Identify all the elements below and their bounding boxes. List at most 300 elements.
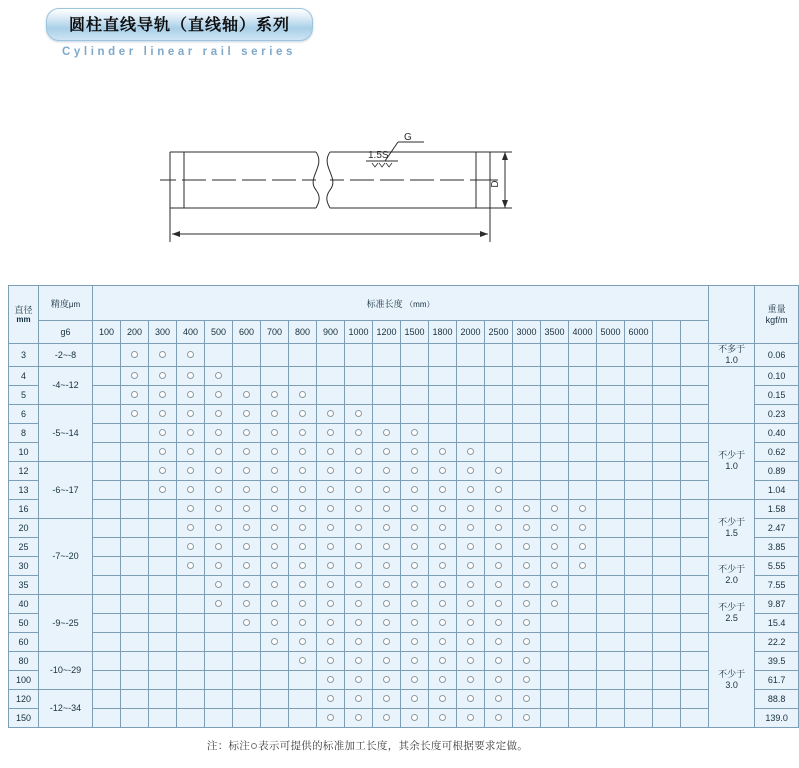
availability-dot-icon — [523, 505, 530, 512]
cell-blank — [681, 594, 709, 613]
availability-dot-icon — [439, 619, 446, 626]
cell-availability — [233, 385, 261, 404]
cell-availability — [177, 499, 205, 518]
availability-dot-icon — [411, 676, 418, 683]
cell-availability — [205, 537, 233, 556]
cell-availability — [485, 344, 513, 367]
availability-dot-icon — [439, 600, 446, 607]
availability-dot-icon — [411, 619, 418, 626]
cell-availability — [261, 518, 289, 537]
cell-availability — [93, 537, 121, 556]
cell-availability — [149, 385, 177, 404]
availability-dot-icon — [551, 543, 558, 550]
cell-availability — [569, 518, 597, 537]
cell-availability — [233, 632, 261, 651]
cell-diameter: 6 — [9, 404, 39, 423]
cell-availability — [121, 480, 149, 499]
availability-dot-icon — [467, 524, 474, 531]
cell-availability — [513, 575, 541, 594]
cell-availability — [261, 423, 289, 442]
cell-availability — [597, 442, 625, 461]
cell-blank — [653, 344, 681, 367]
cell-availability — [345, 442, 373, 461]
cell-availability — [429, 442, 457, 461]
specification-table — [8, 285, 799, 728]
cell-weight: 139.0 — [755, 708, 799, 727]
cell-availability — [177, 670, 205, 689]
availability-dot-icon — [439, 562, 446, 569]
cell-availability — [569, 556, 597, 575]
cell-availability — [597, 423, 625, 442]
availability-dot-icon — [271, 467, 278, 474]
table-row — [9, 670, 799, 689]
cell-availability — [401, 556, 429, 575]
cell-availability — [205, 575, 233, 594]
cell-availability — [289, 442, 317, 461]
table-row — [9, 385, 799, 404]
availability-dot-icon — [355, 676, 362, 683]
cell-tolerance: -10~-29 — [39, 651, 93, 689]
cell-blank — [681, 344, 709, 367]
availability-dot-icon — [411, 467, 418, 474]
cell-availability — [345, 518, 373, 537]
cell-availability — [261, 708, 289, 727]
availability-dot-icon — [467, 543, 474, 550]
cell-availability — [345, 708, 373, 727]
availability-dot-icon — [355, 695, 362, 702]
cell-availability — [345, 613, 373, 632]
cell-weight: 15.4 — [755, 613, 799, 632]
availability-dot-icon — [271, 429, 278, 436]
availability-dot-icon — [411, 486, 418, 493]
cell-straightness-note: 不少于 2.5 — [709, 594, 755, 632]
cell-availability — [177, 613, 205, 632]
cell-availability — [569, 442, 597, 461]
cell-availability — [205, 442, 233, 461]
availability-dot-icon — [327, 467, 334, 474]
cell-availability — [345, 423, 373, 442]
cell-availability — [401, 518, 429, 537]
availability-dot-icon — [411, 448, 418, 455]
cell-availability — [289, 594, 317, 613]
cell-availability — [373, 366, 401, 385]
cell-availability — [625, 461, 653, 480]
availability-dot-icon — [467, 486, 474, 493]
cell-availability — [569, 499, 597, 518]
cell-availability — [485, 442, 513, 461]
cell-availability — [541, 423, 569, 442]
cell-blank — [653, 689, 681, 708]
availability-dot-icon — [243, 581, 250, 588]
cell-availability — [261, 632, 289, 651]
availability-dot-icon — [243, 543, 250, 550]
cell-availability — [429, 518, 457, 537]
availability-dot-icon — [411, 714, 418, 721]
cell-availability — [429, 708, 457, 727]
cell-availability — [429, 480, 457, 499]
availability-dot-icon — [383, 467, 390, 474]
cell-availability — [373, 537, 401, 556]
cell-availability — [513, 423, 541, 442]
header-standard-length: 标准长度 （mm） — [93, 286, 709, 321]
cell-availability — [149, 575, 177, 594]
cell-availability — [345, 689, 373, 708]
cell-availability — [177, 442, 205, 461]
cell-availability — [401, 461, 429, 480]
availability-dot-icon — [327, 638, 334, 645]
availability-dot-icon — [495, 543, 502, 550]
cell-availability — [317, 632, 345, 651]
cell-availability — [457, 499, 485, 518]
cell-availability — [597, 632, 625, 651]
cell-availability — [177, 537, 205, 556]
availability-dot-icon — [215, 410, 222, 417]
availability-dot-icon — [467, 448, 474, 455]
availability-dot-icon — [271, 524, 278, 531]
cell-diameter: 100 — [9, 670, 39, 689]
cell-availability — [513, 461, 541, 480]
cell-availability — [429, 499, 457, 518]
availability-dot-icon — [467, 695, 474, 702]
header-length-1500: 1500 — [401, 321, 429, 344]
cell-blank — [653, 575, 681, 594]
cell-diameter: 12 — [9, 461, 39, 480]
cell-availability — [513, 404, 541, 423]
cell-availability — [93, 689, 121, 708]
cell-availability — [485, 423, 513, 442]
cell-availability — [373, 442, 401, 461]
availability-dot-icon — [467, 467, 474, 474]
cell-availability — [485, 556, 513, 575]
availability-dot-icon — [215, 562, 222, 569]
availability-dot-icon — [215, 524, 222, 531]
header-length-800: 800 — [289, 321, 317, 344]
cell-availability — [289, 537, 317, 556]
availability-dot-icon — [411, 695, 418, 702]
cell-availability — [457, 461, 485, 480]
cell-availability — [317, 689, 345, 708]
cell-availability — [317, 480, 345, 499]
availability-dot-icon — [383, 562, 390, 569]
cell-availability — [93, 651, 121, 670]
availability-dot-icon — [187, 524, 194, 531]
cell-availability — [429, 385, 457, 404]
cell-blank — [681, 518, 709, 537]
cell-availability — [569, 575, 597, 594]
cell-availability — [289, 575, 317, 594]
availability-dot-icon — [439, 543, 446, 550]
header-row-lengths — [9, 321, 799, 344]
availability-dot-icon — [495, 467, 502, 474]
availability-dot-icon — [159, 486, 166, 493]
cell-availability — [485, 461, 513, 480]
header-length-700: 700 — [261, 321, 289, 344]
availability-dot-icon — [243, 505, 250, 512]
cell-availability — [401, 651, 429, 670]
table-row — [9, 689, 799, 708]
cell-availability — [149, 651, 177, 670]
availability-dot-icon — [243, 562, 250, 569]
cell-availability — [513, 344, 541, 367]
cell-availability — [289, 461, 317, 480]
availability-dot-icon — [215, 429, 222, 436]
cell-availability — [401, 366, 429, 385]
availability-dot-icon — [327, 505, 334, 512]
availability-dot-icon — [327, 524, 334, 531]
availability-dot-icon — [187, 543, 194, 550]
availability-dot-icon — [159, 467, 166, 474]
cell-availability — [317, 556, 345, 575]
cell-availability — [625, 594, 653, 613]
availability-dot-icon — [271, 543, 278, 550]
availability-dot-icon — [355, 638, 362, 645]
cell-tolerance: -6~-17 — [39, 461, 93, 518]
cell-blank — [653, 480, 681, 499]
header-g6: g6 — [39, 321, 93, 344]
cell-availability — [289, 344, 317, 367]
cell-availability — [401, 575, 429, 594]
cell-availability — [513, 632, 541, 651]
cell-availability — [261, 556, 289, 575]
cell-weight: 88.8 — [755, 689, 799, 708]
cell-availability — [177, 461, 205, 480]
availability-dot-icon — [327, 562, 334, 569]
cell-blank — [681, 499, 709, 518]
availability-dot-icon — [467, 505, 474, 512]
cell-blank — [681, 423, 709, 442]
availability-dot-icon — [355, 486, 362, 493]
availability-dot-icon — [159, 429, 166, 436]
availability-dot-icon — [439, 714, 446, 721]
cell-availability — [233, 651, 261, 670]
cell-availability — [625, 651, 653, 670]
cell-availability — [93, 518, 121, 537]
cell-availability — [457, 404, 485, 423]
cell-weight: 22.2 — [755, 632, 799, 651]
availability-dot-icon — [243, 467, 250, 474]
cell-straightness-note: 不少于 1.0 — [709, 423, 755, 499]
cell-availability — [457, 613, 485, 632]
cell-availability — [625, 423, 653, 442]
cell-diameter: 4 — [9, 366, 39, 385]
availability-dot-icon — [243, 448, 250, 455]
header-length-1200: 1200 — [373, 321, 401, 344]
availability-dot-icon — [383, 429, 390, 436]
cell-availability — [233, 670, 261, 689]
header-length-1800: 1800 — [429, 321, 457, 344]
cell-availability — [373, 404, 401, 423]
cell-availability — [401, 442, 429, 461]
cell-availability — [625, 575, 653, 594]
header-length-100: 100 — [93, 321, 121, 344]
cell-availability — [93, 613, 121, 632]
cell-availability — [569, 366, 597, 385]
cell-availability — [401, 594, 429, 613]
header-row-top — [9, 286, 799, 321]
cell-availability — [541, 537, 569, 556]
table-row — [9, 613, 799, 632]
availability-dot-icon — [131, 410, 138, 417]
cell-availability — [177, 556, 205, 575]
cell-availability — [289, 632, 317, 651]
availability-dot-icon — [299, 467, 306, 474]
cell-availability — [625, 344, 653, 367]
header-length-400: 400 — [177, 321, 205, 344]
cell-availability — [121, 461, 149, 480]
availability-dot-icon — [131, 351, 138, 358]
cell-availability — [513, 556, 541, 575]
cell-blank — [653, 670, 681, 689]
table-row — [9, 537, 799, 556]
cell-availability — [121, 499, 149, 518]
cell-availability — [289, 385, 317, 404]
cell-availability — [289, 480, 317, 499]
cell-availability — [457, 442, 485, 461]
cell-availability — [401, 670, 429, 689]
cell-availability — [373, 461, 401, 480]
cell-availability — [541, 651, 569, 670]
cell-availability — [345, 594, 373, 613]
table-row — [9, 480, 799, 499]
cell-availability — [597, 689, 625, 708]
cell-weight: 9.87 — [755, 594, 799, 613]
availability-dot-icon — [187, 505, 194, 512]
availability-dot-icon — [439, 676, 446, 683]
cell-availability — [597, 651, 625, 670]
cell-availability — [345, 461, 373, 480]
cell-availability — [513, 499, 541, 518]
cell-availability — [93, 480, 121, 499]
cell-availability — [149, 404, 177, 423]
cell-straightness-note — [709, 366, 755, 423]
cell-availability — [625, 518, 653, 537]
cell-availability — [597, 556, 625, 575]
cell-blank — [681, 404, 709, 423]
cell-availability — [625, 708, 653, 727]
cell-availability — [401, 537, 429, 556]
availability-dot-icon — [355, 524, 362, 531]
availability-dot-icon — [327, 600, 334, 607]
availability-dot-icon — [355, 448, 362, 455]
cell-availability — [261, 613, 289, 632]
availability-dot-icon — [215, 600, 222, 607]
cell-availability — [233, 613, 261, 632]
availability-dot-icon — [495, 581, 502, 588]
cell-availability — [485, 537, 513, 556]
cell-blank — [681, 575, 709, 594]
cell-availability — [541, 385, 569, 404]
cell-availability — [205, 594, 233, 613]
cell-availability — [457, 344, 485, 367]
availability-dot-icon — [271, 448, 278, 455]
availability-dot-icon — [131, 391, 138, 398]
cell-availability — [289, 423, 317, 442]
availability-dot-icon — [355, 467, 362, 474]
header-length-6000: 6000 — [625, 321, 653, 344]
table-row — [9, 575, 799, 594]
cell-availability — [233, 366, 261, 385]
cell-availability — [205, 632, 233, 651]
cell-availability — [177, 518, 205, 537]
cell-availability — [121, 575, 149, 594]
availability-dot-icon — [551, 524, 558, 531]
cell-availability — [625, 480, 653, 499]
cell-availability — [625, 670, 653, 689]
availability-dot-icon — [159, 351, 166, 358]
availability-dot-icon — [523, 619, 530, 626]
cell-availability — [569, 480, 597, 499]
cell-blank — [653, 613, 681, 632]
availability-dot-icon — [551, 581, 558, 588]
cell-availability — [625, 366, 653, 385]
table-row — [9, 423, 799, 442]
cell-availability — [149, 708, 177, 727]
availability-dot-icon — [523, 695, 530, 702]
cell-diameter: 16 — [9, 499, 39, 518]
cell-availability — [121, 423, 149, 442]
cell-availability — [457, 708, 485, 727]
cell-availability — [93, 575, 121, 594]
cell-tolerance: -12~-34 — [39, 689, 93, 727]
cell-availability — [457, 670, 485, 689]
availability-dot-icon — [383, 448, 390, 455]
availability-dot-icon — [355, 657, 362, 664]
availability-dot-icon — [327, 486, 334, 493]
availability-dot-icon — [467, 714, 474, 721]
cell-availability — [485, 385, 513, 404]
availability-dot-icon — [187, 562, 194, 569]
cell-availability — [541, 404, 569, 423]
cell-availability — [317, 537, 345, 556]
cell-availability — [373, 344, 401, 367]
cell-availability — [93, 594, 121, 613]
availability-dot-icon — [523, 524, 530, 531]
availability-dot-icon — [411, 581, 418, 588]
availability-dot-icon — [467, 600, 474, 607]
availability-dot-icon — [523, 562, 530, 569]
availability-dot-icon — [271, 410, 278, 417]
cell-blank — [681, 689, 709, 708]
cell-blank — [653, 499, 681, 518]
availability-dot-icon — [467, 562, 474, 569]
cell-blank — [653, 708, 681, 727]
availability-dot-icon — [355, 714, 362, 721]
cell-availability — [569, 670, 597, 689]
cell-availability — [261, 344, 289, 367]
cell-availability — [233, 344, 261, 367]
cell-diameter: 25 — [9, 537, 39, 556]
availability-dot-icon — [355, 505, 362, 512]
cell-availability — [401, 480, 429, 499]
availability-dot-icon — [299, 638, 306, 645]
cell-availability — [93, 708, 121, 727]
cell-availability — [569, 708, 597, 727]
cell-availability — [177, 632, 205, 651]
availability-dot-icon — [467, 676, 474, 683]
cell-availability — [457, 537, 485, 556]
cell-availability — [429, 613, 457, 632]
cell-blank — [653, 442, 681, 461]
cell-availability — [625, 613, 653, 632]
availability-dot-icon — [299, 391, 306, 398]
cell-availability — [289, 689, 317, 708]
cell-availability — [149, 632, 177, 651]
availability-dot-icon — [251, 743, 257, 749]
cell-availability — [317, 518, 345, 537]
cell-availability — [345, 632, 373, 651]
availability-dot-icon — [299, 600, 306, 607]
cell-availability — [513, 537, 541, 556]
